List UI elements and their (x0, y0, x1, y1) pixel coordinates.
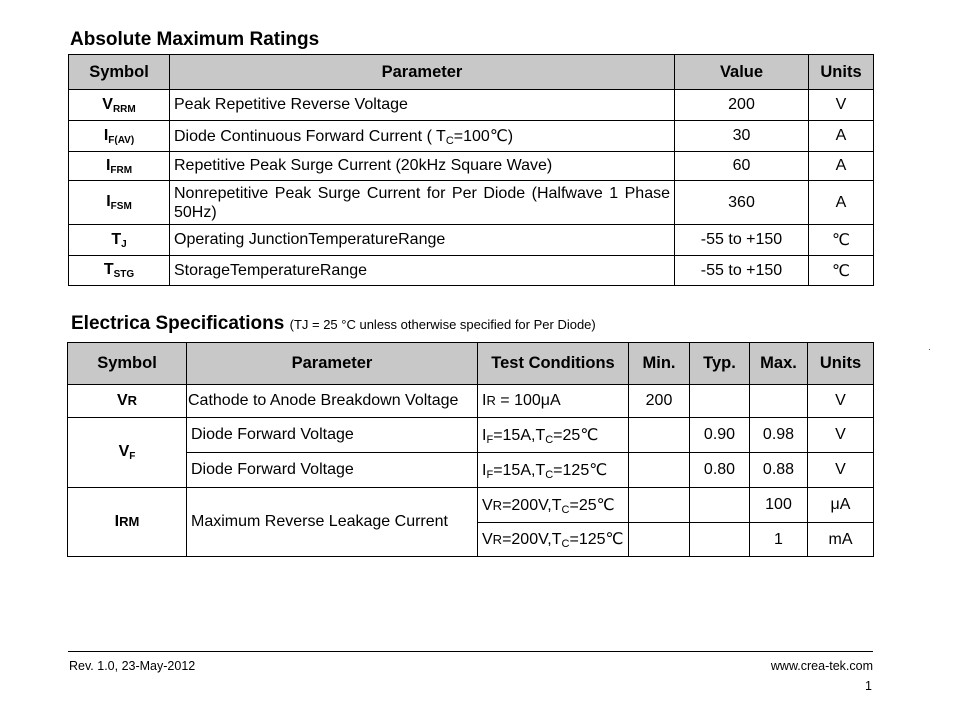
symbol-cell: IRM (68, 488, 187, 557)
es-header-parameter: Parameter (187, 343, 478, 385)
amr-heading: Absolute Maximum Ratings (70, 29, 320, 50)
value-cell: 30 (675, 121, 809, 152)
test-cell: $I_F=15A,T_C=125℃$ (478, 453, 629, 488)
parameter-cell: Nonrepetitive Peak Surge Current for Per Diode (Halfwave 1 Phase 50Hz) (170, 181, 675, 225)
symbol-cell: $V_{RRM}$ (69, 90, 170, 121)
es-header-units: Units (808, 343, 874, 385)
unit-cell: V (808, 453, 874, 488)
amr-row-ifsm (69, 181, 874, 225)
es-header-symbol: Symbol (68, 343, 187, 385)
max-cell (750, 385, 808, 418)
unit-cell: V (808, 385, 874, 418)
parameter-cell: Peak Repetitive Reverse Voltage (170, 90, 675, 121)
parameter-cell: Diode Forward Voltage (187, 418, 478, 453)
value-cell: -55 to +150 (675, 225, 809, 256)
amr-header-parameter: Parameter (170, 55, 675, 90)
amr-row-vrrm (69, 90, 874, 121)
unit-cell: A (809, 181, 874, 225)
footer-page-number: 1 (865, 679, 872, 693)
es-row-vr (68, 385, 874, 418)
es-header-test: Test Conditions (478, 343, 629, 385)
amr-table (68, 54, 874, 286)
symbol-cell: $I_{FRM}$ (69, 152, 170, 181)
typ-cell (690, 385, 750, 418)
amr-row-tstg (69, 256, 874, 286)
typ-cell: 0.80 (690, 453, 750, 488)
min-cell (629, 453, 690, 488)
unit-cell: A (809, 152, 874, 181)
unit-cell: ℃ (809, 256, 874, 286)
parameter-cell: Cathode to Anode Breakdown Voltage (187, 385, 478, 418)
es-row-vf-2 (68, 453, 874, 488)
es-note: (TJ = 25 °C unless otherwise specified for Per Diode) (289, 317, 596, 332)
max-cell: 0.88 (750, 453, 808, 488)
es-row-irm-1 (68, 488, 874, 523)
unit-cell: μA (808, 488, 874, 523)
es-header-typ: Typ. (690, 343, 750, 385)
es-title: Electrica Specifications (71, 313, 285, 334)
typ-cell: 0.90 (690, 418, 750, 453)
typ-cell (690, 523, 750, 557)
parameter-cell: Diode Forward Voltage (187, 453, 478, 488)
es-table (67, 342, 874, 557)
max-cell: 1 (750, 523, 808, 557)
min-cell: 200 (629, 385, 690, 418)
footer-website: www.crea-tek.com (770, 659, 873, 673)
parameter-cell: Maximum Reverse Leakage Current (187, 488, 478, 557)
amr-row-tj (69, 225, 874, 256)
es-header-max: Max. (750, 343, 808, 385)
amr-row-ifav (69, 121, 874, 152)
es-row-vf-1 (68, 418, 874, 453)
unit-cell: ℃ (809, 225, 874, 256)
unit-cell: mA (808, 523, 874, 557)
symbol-cell: $I_{F(AV)}$ (69, 121, 170, 152)
min-cell (629, 418, 690, 453)
min-cell (629, 488, 690, 523)
amr-header-row (69, 55, 874, 90)
stray-dot (929, 349, 930, 350)
max-cell: 100 (750, 488, 808, 523)
test-cell: $I_F=15A,T_C=25℃$ (478, 418, 629, 453)
typ-cell (690, 488, 750, 523)
test-cell: $VR=200V,T_C=125℃$ (478, 523, 629, 557)
parameter-cell: Operating JunctionTemperatureRange (170, 225, 675, 256)
unit-cell: V (809, 90, 874, 121)
unit-cell: V (808, 418, 874, 453)
value-cell: 60 (675, 152, 809, 181)
symbol-cell: $T_{STG}$ (69, 256, 170, 286)
amr-row-ifrm (69, 152, 874, 181)
footer-divider (68, 651, 873, 652)
min-cell (629, 523, 690, 557)
value-cell: -55 to +150 (675, 256, 809, 286)
es-heading (71, 313, 596, 335)
test-cell: IR = 100μA (478, 385, 629, 418)
amr-header-units: Units (809, 55, 874, 90)
amr-header-value: Value (675, 55, 809, 90)
symbol-cell: $V_F$ (68, 418, 187, 488)
es-header-min: Min. (629, 343, 690, 385)
symbol-cell: VR (68, 385, 187, 418)
footer-revision: Rev. 1.0, 23-May-2012 (69, 659, 196, 673)
es-header-row (68, 343, 874, 385)
value-cell: 360 (675, 181, 809, 225)
parameter-cell: Repetitive Peak Surge Current (20kHz Square Wave) (170, 152, 675, 181)
symbol-cell: $I_{FSM}$ (69, 181, 170, 225)
test-cell: $VR=200V,T_C=25℃$ (478, 488, 629, 523)
parameter-cell: Diode Continuous Forward Current ( $T_C=100℃$) (170, 121, 675, 152)
amr-header-symbol: Symbol (69, 55, 170, 90)
unit-cell: A (809, 121, 874, 152)
max-cell: 0.98 (750, 418, 808, 453)
parameter-cell: StorageTemperatureRange (170, 256, 675, 286)
symbol-cell: $T_J$ (69, 225, 170, 256)
value-cell: 200 (675, 90, 809, 121)
